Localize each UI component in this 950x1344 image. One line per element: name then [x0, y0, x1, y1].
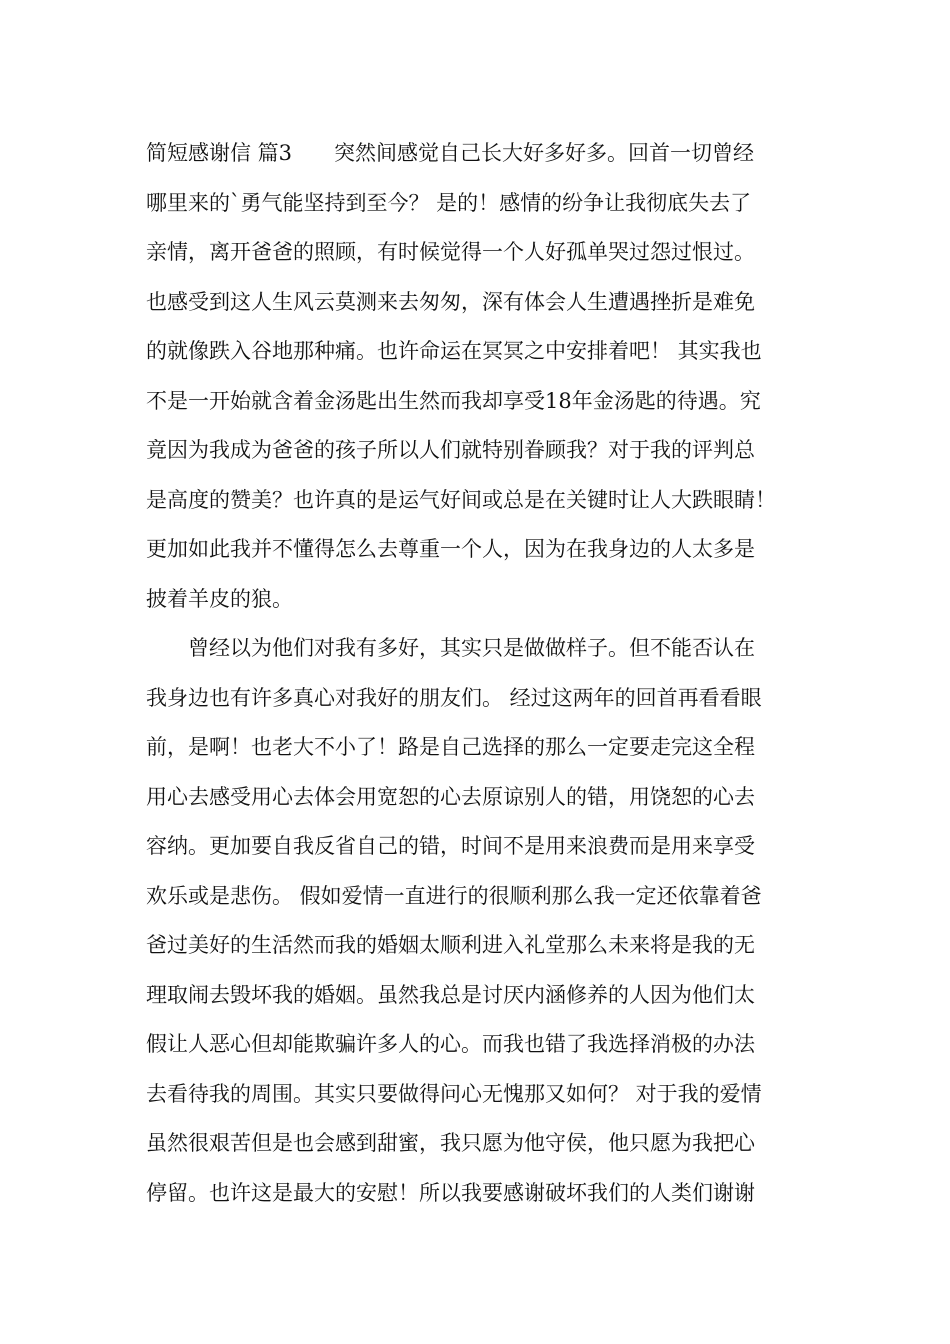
text-line-16: 欢乐或是悲伤。 假如爱情一直进行的很顺利那么我一定还依靠着爸: [146, 883, 762, 908]
text-line-3: 亲情，离开爸爸的照顾，有时候觉得一个人好孤单哭过怨过恨过。: [146, 240, 755, 264]
text-line-11: 曾经以为他们对我有多好，其实只是做做样子。但不能否认在: [146, 636, 755, 660]
text-line-2: 哪里来的`勇气能坚持到至今？ 是的！感情的纷争让我彻底失去了: [146, 190, 752, 215]
text-line-10: 披着羊皮的狼。: [146, 586, 293, 611]
text-line-17: 爸过美好的生活然而我的婚姻太顺利进入礼堂那么未来将是我的无: [146, 933, 755, 957]
text-line-18: 理取闹去毁坏我的婚姻。虽然我总是讨厌内涵修养的人因为他们太: [146, 982, 755, 1007]
text-line-20: 去看待我的周围。其实只要做得问心无愧那又如何？ 对于我的爱情: [146, 1081, 762, 1106]
text-line-6: 不是一开始就含着金汤匙出生然而我却享受18年金汤匙的待遇。究: [146, 388, 761, 413]
text-line-4: 也感受到这人生风云莫测来去匆匆，深有体会人生遭遇挫折是难免: [146, 289, 755, 314]
text-line-7: 竟因为我成为爸爸的孩子所以人们就特别眷顾我？对于我的评判总: [146, 438, 755, 462]
text-line-22: 停留。也许这是最大的安慰！所以我要感谢破坏我们的人类们谢谢: [146, 1180, 755, 1205]
text-line-21: 虽然很艰苦但是也会感到甜蜜，我只愿为他守侯，他只愿为我把心: [146, 1131, 755, 1155]
text-line-5: 的就像跌入谷地那种痛。也许命运在冥冥之中安排着吧！ 其实我也: [146, 339, 762, 363]
text-line-9: 更加如此我并不懂得怎么去尊重一个人，因为在我身边的人太多是: [146, 537, 755, 561]
document-body: [146, 132, 808, 1221]
text-line-15: 容纳。更加要自我反省自己的错，时间不是用来浪费而是用来享受: [146, 834, 755, 858]
text-line-19: 假让人恶心但却能欺骗许多人的心。而我也错了我选择消极的办法: [146, 1032, 755, 1056]
text-line-13: 前，是啊！也老大不小了！路是自己选择的那么一定要走完这全程: [146, 735, 755, 759]
text-line-1: 简短感谢信 篇3 突然间感觉自己长大好多好多。回首一切曾经: [146, 141, 755, 165]
text-line-14: 用心去感受用心去体会用宽恕的心去原谅别人的错，用饶恕的心去: [146, 784, 755, 809]
text-line-8: 是高度的赞美？也许真的是运气好间或总是在关键时让人大跌眼睛！: [146, 487, 776, 512]
text-line-12: 我身边也有许多真心对我好的朋友们。 经过这两年的回首再看看眼: [146, 685, 762, 710]
